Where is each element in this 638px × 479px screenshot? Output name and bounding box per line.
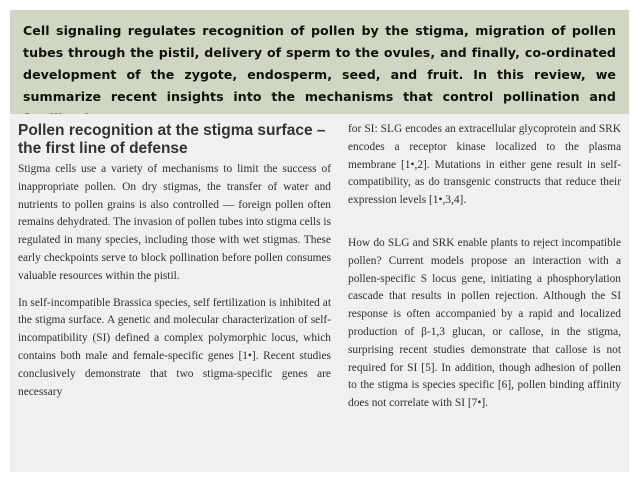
left-paragraph-1: Stigma cells use a variety of mechanisms to limit the success of inappropriate pollen. On dry stigmas, the transfer of water and nutrients to pollen grains is also controlled — foreign pollen often remains dehydrated. The invasion of pollen tubes into stigma cells is regulated in many species, including those with wet stigmas. These early checkpoints serve to block pollination before pollen consumes valuable resources within the pistil. [18, 163, 331, 282]
right-paragraph-2: How do SLG and SRK enable plants to reject incompatible pollen? Current models propose an interaction with a pollen-specific S locus gene, initiating a phosphorylation cascade that results in pollen rejection. Although the SI response is often accompanied by a rapid and localized production of β-1,3 glucan, or callose, in the stigma, surprising recent studies demonstrate that callose is not required for SI [5]. In addition, though adhesion of pollen to the stigma is species specific [6], pollen binding affinity does not correlate with SI [7•]. [348, 236, 621, 410]
article-right-column [348, 118, 621, 413]
right-paragraph-1: for SI: SLG encodes an extracellular glycoprotein and SRK encodes a receptor kinase localized to the plasma membrane [1•,2]. Mutations in either gene result in self-compatibility, as do transgenic constructs that reduce their expression levels [1•,3,4]. [348, 123, 621, 207]
article-excerpt [10, 114, 629, 472]
section-heading: Pollen recognition at the stigma surface – the first line of defense [18, 122, 326, 157]
summary-text: Cell signaling regulates recognition of pollen by the stigma, migration of pollen tubes through the pistil, delivery of sperm to the ovules, and finally, co-ordinated development of the zygote, endosperm, seed, and fruit. In this review, we summarize recent insights into the mechanisms that control pollination and [23, 23, 616, 104]
summary-box [10, 10, 629, 114]
left-paragraph-2: In self-incompatible Brassica species, self fertilization is inhibited at the stigma surface. A genetic and molecular characterization of self-incompatibility (SI) defined a complex polymorphic locus, which contains both male and female-specific genes [1•]. Recent studies conclusively demonstrate that two stigma-specific genes are necessary [18, 296, 331, 398]
article-left-column [18, 122, 331, 401]
